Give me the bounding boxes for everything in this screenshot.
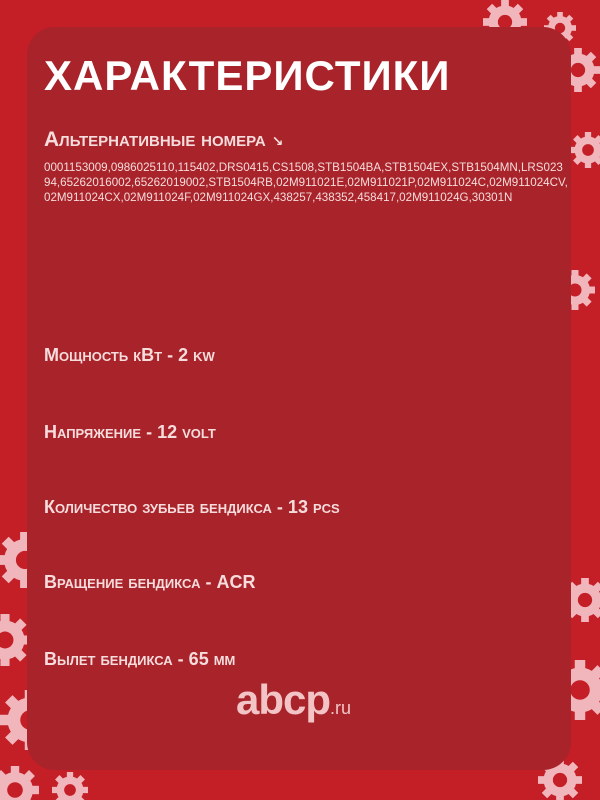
alt-numbers-heading xyxy=(44,128,283,152)
page-title: ХАРАКТЕРИСТИКИ xyxy=(44,52,451,99)
abcp-logo xyxy=(236,676,351,724)
logo-tld: .ru xyxy=(330,698,352,718)
spec-voltage: Напряжение - 12 volt xyxy=(44,422,216,442)
gear-icon xyxy=(0,766,39,800)
alt-numbers-heading-text: Альтернативные номера xyxy=(44,128,266,151)
spec-power: Мощность кВт - 2 kw xyxy=(44,345,215,365)
logo-name: abcp xyxy=(236,676,331,723)
gear-icon xyxy=(52,772,88,800)
spec-teeth-count: Количество зубьев бендикса - 13 pcs xyxy=(44,497,340,517)
alt-numbers-list: 0001153009,0986025110,115402,DRS0415,CS1508,STB1504BA,STB1504EX,STB1504MN,LRS02394,65262016002,65262019002,STB1504RB,02M911021E,02M911021P,02M911024C,02M911024CV,02M911024CX,02M911024F,02M911024GX,438257,438352,458417,02M911024G,30301N xyxy=(44,161,568,204)
gear-icon xyxy=(570,132,600,168)
spec-offset: Вылет бендикса - 65 мм xyxy=(44,649,236,669)
spec-rotation: Вращение бендикса - ACR xyxy=(44,572,256,592)
arrow-down-right-icon: ↘ xyxy=(271,133,284,149)
